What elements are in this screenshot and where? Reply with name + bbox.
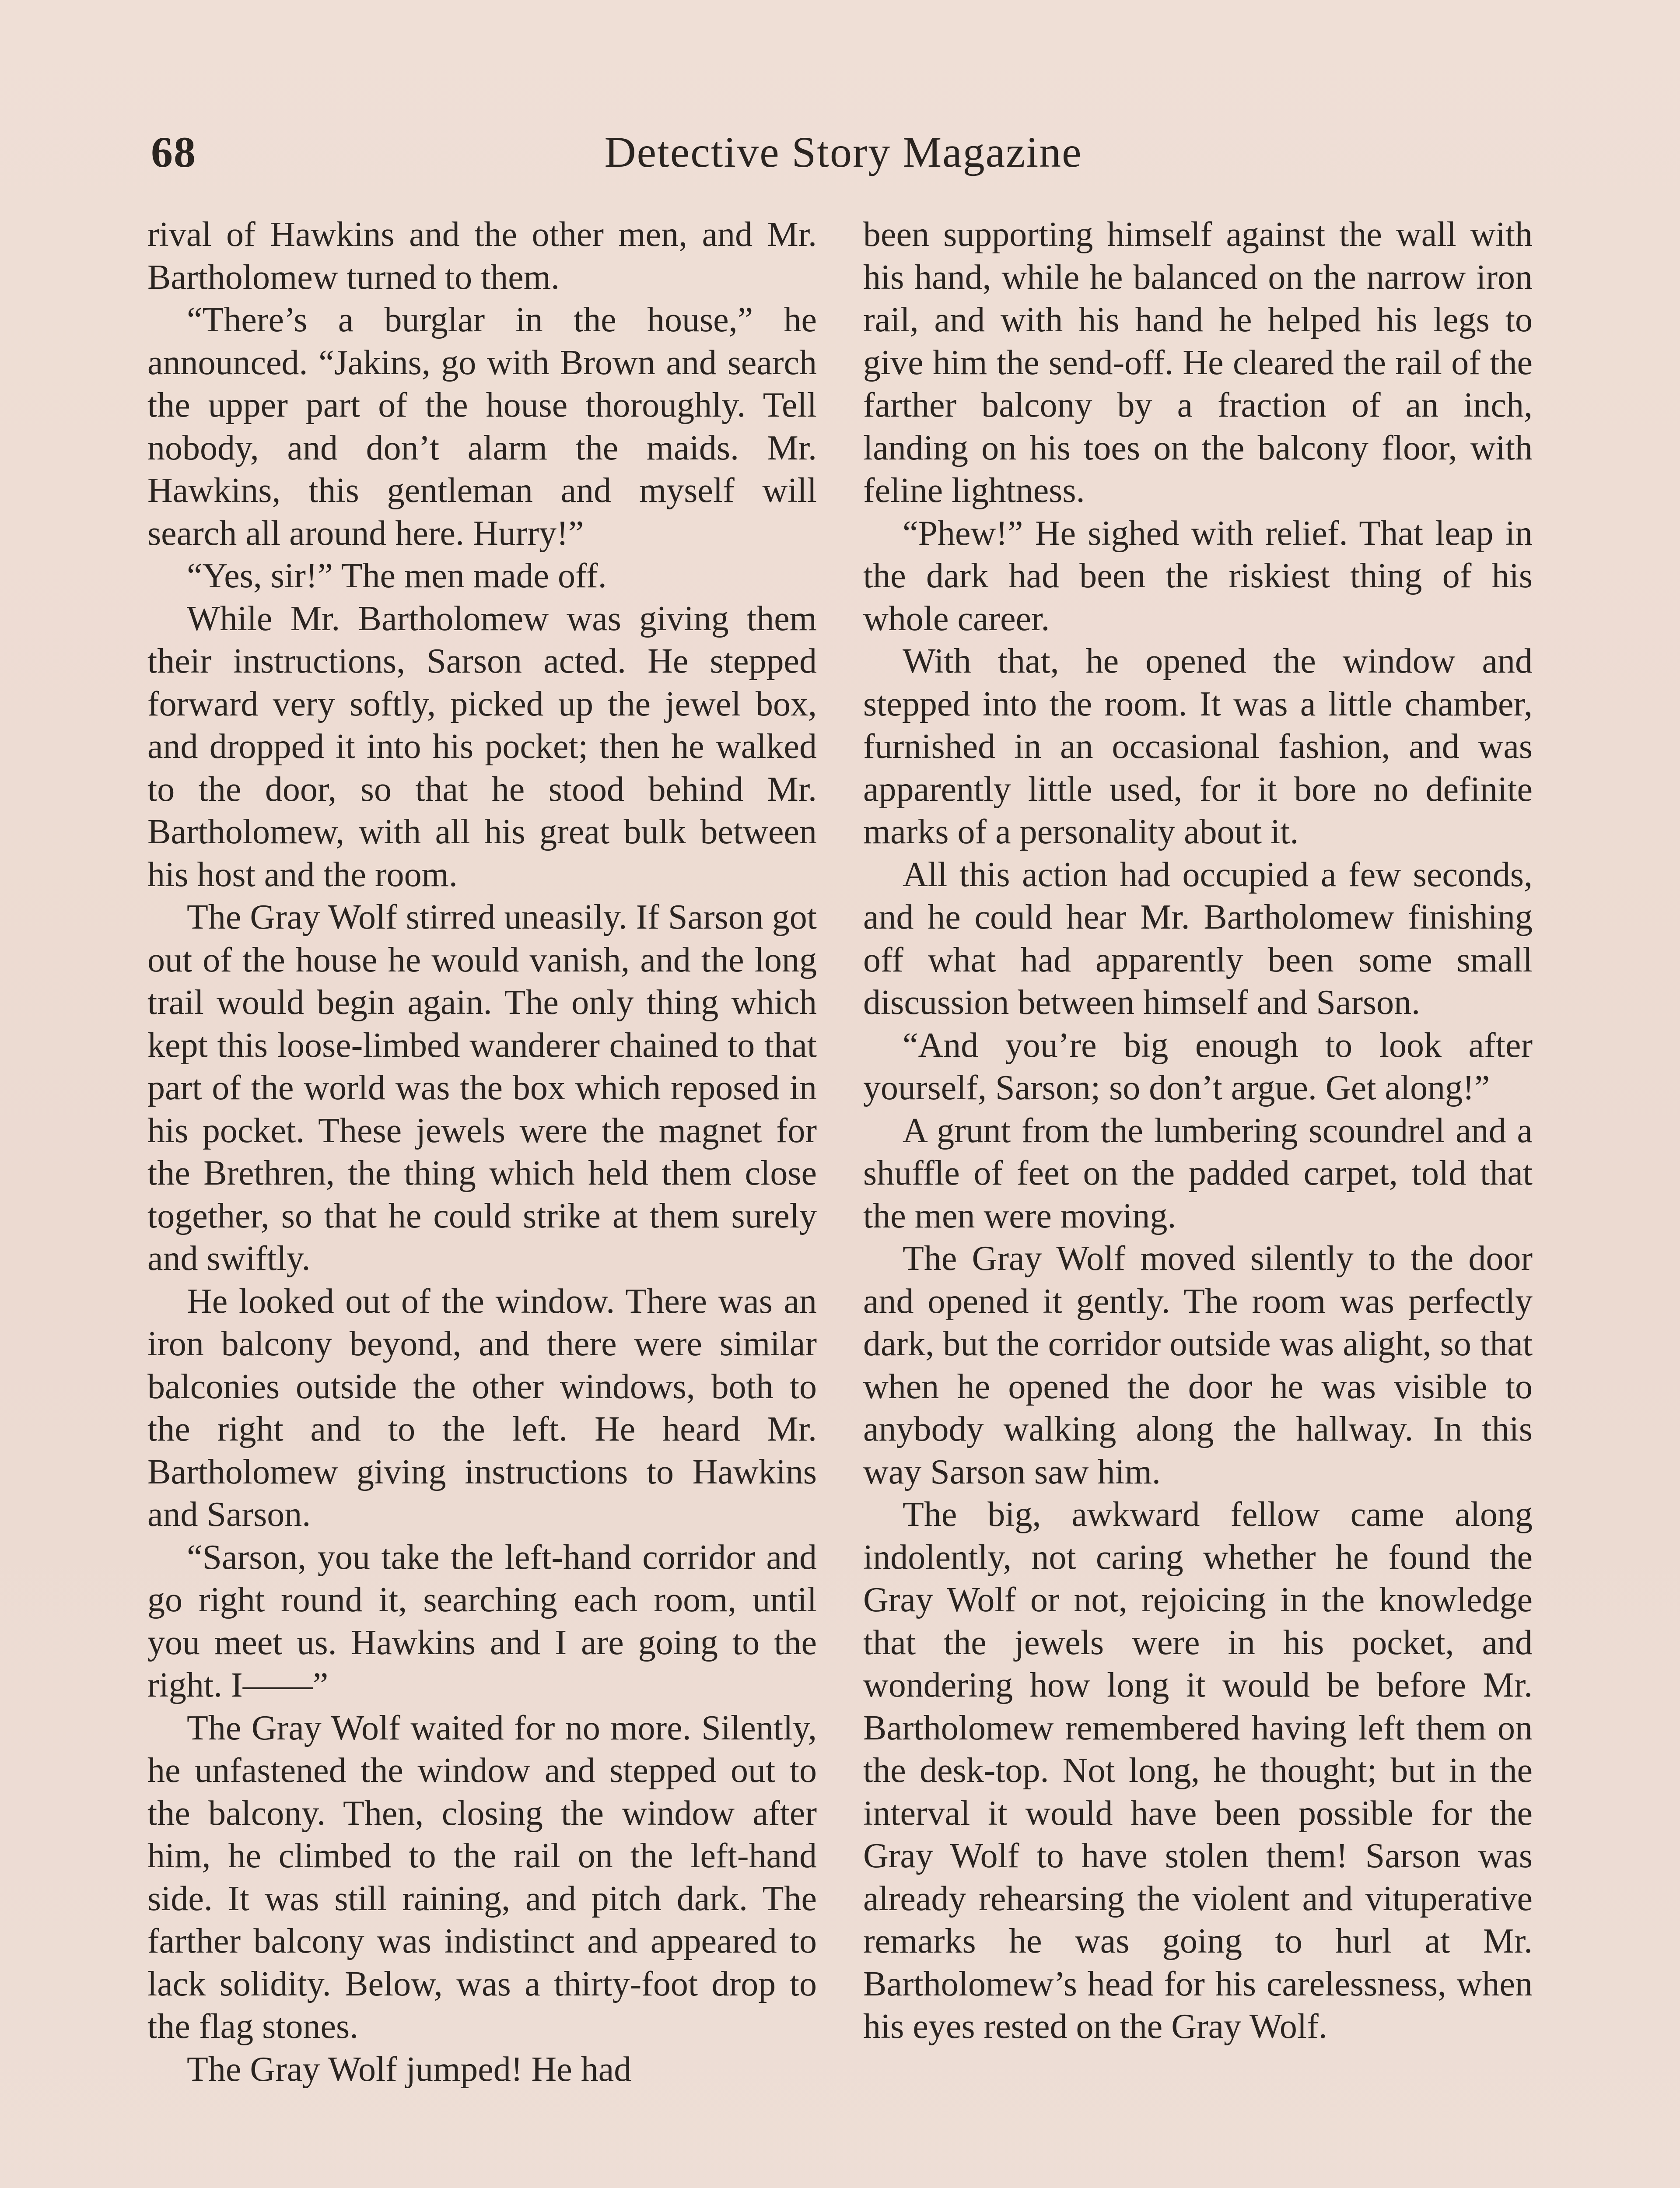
right-column	[863, 214, 1533, 2048]
page-number: 68	[151, 128, 196, 176]
paragraph: A grunt from the lumbering scoundrel and a shuffle of feet on the padded carpet, told that the men were moving.	[863, 1111, 1533, 1235]
paragraph: “Sarson, you take the left-hand corridor and go right round it, searching each room, until you meet us. Hawkins and I are going to the right. I——”	[147, 1538, 817, 1704]
paragraph: He looked out of the window. There was an iron balcony beyond, and there were similar balconies outside the other windows, both to the right and to the left. He heard Mr. Bartholomew giving instructions to Hawkins and Sarson.	[147, 1282, 817, 1534]
paragraph: “There’s a burglar in the house,” he announced. “Jakins, go with Brown and search the upper part of the house thoroughly. Tell nobody, and don’t alarm the maids. Mr. Hawkins, this gentleman and myself will search all around here. Hurry!”	[147, 301, 817, 553]
left-column	[147, 214, 817, 2091]
paragraph: The Gray Wolf waited for no more. Silently, he unfastened the window and stepped out to the balcony. Then, closing the window after him, he climbed to the rail on the left-hand side. It was still raining, and pitch dark. The farther balcony was indistinct and appeared to lack solidity. Below, was a thirty-foot drop to the flag stones.	[147, 1708, 817, 2046]
paragraph: “And you’re big enough to look after yourself, Sarson; so don’t argue. Get along!”	[863, 1026, 1533, 1107]
paragraph: The big, awkward fellow came along indolently, not caring whether he found the Gray Wolf or not, rejoicing in the knowledge that the jewels were in his pocket, and wondering how long it would be before Mr. Bartholomew remembered having left them on the desk-top. Not long, he thought; but in the interval it would have been possible for the Gray Wolf to have stolen them! Sarson was already rehearsing the violent and vituperative remarks he was going to hurl at Mr. Bartholomew’s head for his carelessness, when his eyes rested on the Gray Wolf.	[863, 1495, 1533, 2046]
paragraph: “Yes, sir!” The men made off.	[187, 557, 607, 595]
paragraph: All this action had occupied a few seconds, and he could hear Mr. Bartholomew finishing off what had apparently been some small discussion between himself and Sarson.	[863, 855, 1533, 1022]
paragraph: “Phew!” He sighed with relief. That leap in the dark had been the riskiest thing of his whole career.	[863, 514, 1533, 638]
page-header	[151, 127, 1536, 193]
paragraph: The Gray Wolf stirred uneasily. If Sarson got out of the house he would vanish, and the long trail would begin again. The only thing which kept this loose-limbed wanderer chained to that part of the world was the box which reposed in his pocket. These jewels were the magnet for the Brethren, the thing which held them close together, so that he could strike at them surely and swiftly.	[147, 898, 817, 1278]
paragraph: The Gray Wolf jumped! He had	[187, 2050, 632, 2089]
paragraph: rival of Hawkins and the other men, and Mr. Bartholomew turned to them.	[147, 215, 817, 297]
paragraph: While Mr. Bartholomew was giving them their instructions, Sarson acted. He stepped forward very softly, picked up the jewel box, and dropped it into his pocket; then he walked to the door, so that he stood behind Mr. Bartholomew, with all his great bulk between his host and the room.	[147, 599, 817, 894]
paragraph: The Gray Wolf moved silently to the door and opened it gently. The room was perfectly dark, but the corridor outside was alight, so that when he opened the door he was visible to anybody walking along the hallway. In this way Sarson saw him.	[863, 1239, 1533, 1491]
paragraph-continuation: been supporting himself against the wall with his hand, while he balanced on the narrow iron rail, and with his hand he helped his legs to give him the send-off. He cleared the rail of the farther balcony by a fraction of an inch, landing on his toes on the balcony floor, with feline lightness.	[863, 215, 1533, 510]
running-title: Detective Story Magazine	[604, 128, 1082, 176]
paragraph: With that, he opened the window and stepped into the room. It was a little chamber, furnished in an occasional fashion, and was apparently little used, for it bore no definite marks of a personality about it.	[863, 642, 1533, 851]
